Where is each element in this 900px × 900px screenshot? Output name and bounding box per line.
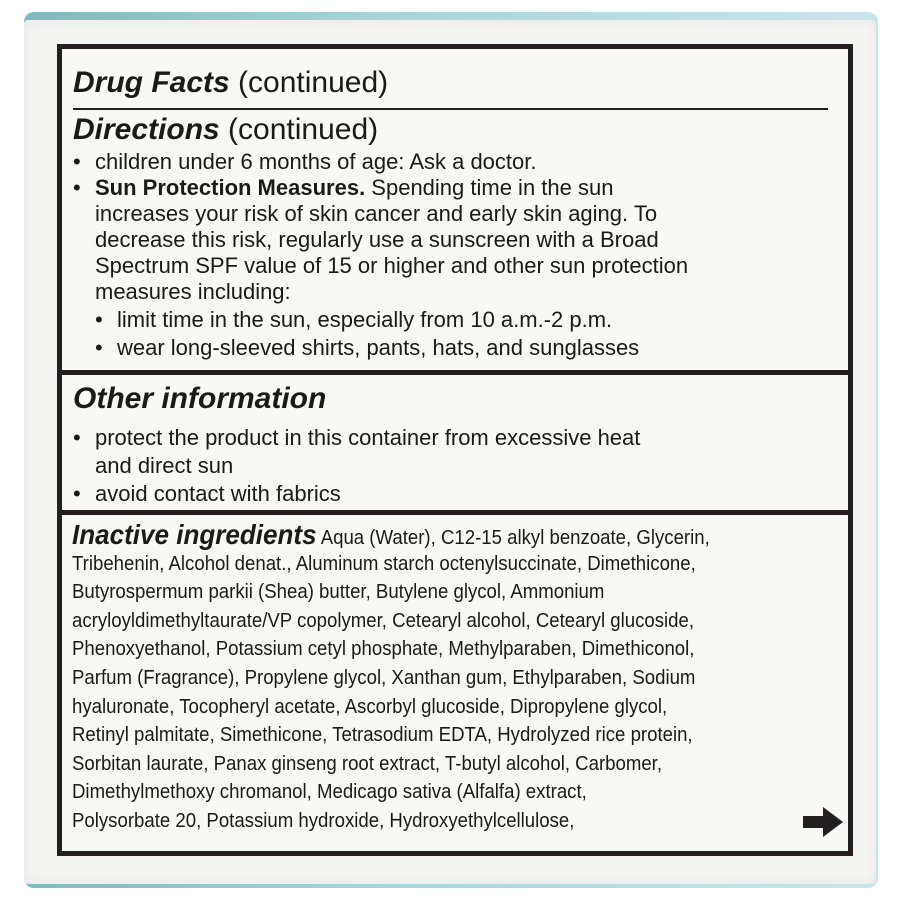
ingredients-line: acryloyldimethyltaurate/VP copolymer, Cetearyl alcohol, Cetearyl glucoside, [72,609,695,632]
list-item: • Sun Protection Measures. Spending time in the sun [73,175,614,200]
ingredients-line: Dimethylmethoxy chromanol, Medicago sativa (Alfalfa) extract, [72,781,587,804]
list-item-continuation: Spectrum SPF value of 15 or higher and other sun protection [95,253,689,278]
inactive-ingredients-heading: Inactive ingredients [72,519,317,550]
sub-list-item: • wear long-sleeved shirts, pants, hats, and sunglasses [95,335,640,360]
other-information-heading: Other information [73,382,327,415]
section-divider [62,510,848,515]
list-item: • avoid contact with fabrics [73,481,341,506]
ingredients-line: Sorbitan laurate, Panax ginseng root extract, T-butyl alcohol, Carbomer, [72,752,663,775]
ingredients-line: Inactive ingredients Aqua (Water), C12-15 alkyl benzoate, Glycerin, [72,519,710,550]
ingredients-line: Butyrospermum parkii (Shea) butter, Butylene glycol, Ammonium [72,581,605,604]
sub-list-item: • limit time in the sun, especially from 10 a.m.-2 p.m. [95,307,613,332]
list-item: • children under 6 months of age: Ask a doctor. [73,149,537,174]
drug-facts-title: Drug Facts (continued) [73,66,389,99]
ingredients-line: Parfum (Fragrance), Propylene glycol, Xanthan gum, Ethylparaben, Sodium [72,666,696,689]
title-rule [73,108,828,110]
right-arrow-icon [803,807,843,837]
inactive-ingredients [72,521,842,836]
drug-facts-panel [57,44,853,856]
list-item-continuation: decrease this risk, regularly use a sunscreen with a Broad [95,227,659,252]
ingredients-line: Tribehenin, Alcohol denat., Aluminum starch octenylsuccinate, Dimethicone, [72,552,696,575]
list-item: • protect the product in this container from excessive heat [73,425,641,450]
section-divider [62,370,848,375]
directions-heading: Directions (continued) [73,113,379,146]
directions-list [73,149,688,361]
ingredients-line: Phenoxyethanol, Potassium cetyl phosphate, Methylparaben, Dimethiconol, [72,638,695,661]
list-item-continuation: and direct sun [95,453,234,478]
other-information-list [73,424,640,508]
list-item-continuation: increases your risk of skin cancer and early skin aging. To [95,201,658,226]
ingredients-line: Polysorbate 20, Potassium hydroxide, Hydroxyethylcellulose, [72,809,575,832]
list-item-continuation: measures including: [95,279,291,304]
ingredients-line: Retinyl palmitate, Simethicone, Tetrasodium EDTA, Hydrolyzed rice protein, [72,724,693,747]
ingredients-line: hyaluronate, Tocopheryl acetate, Ascorbyl glucoside, Dipropylene glycol, [72,695,668,718]
